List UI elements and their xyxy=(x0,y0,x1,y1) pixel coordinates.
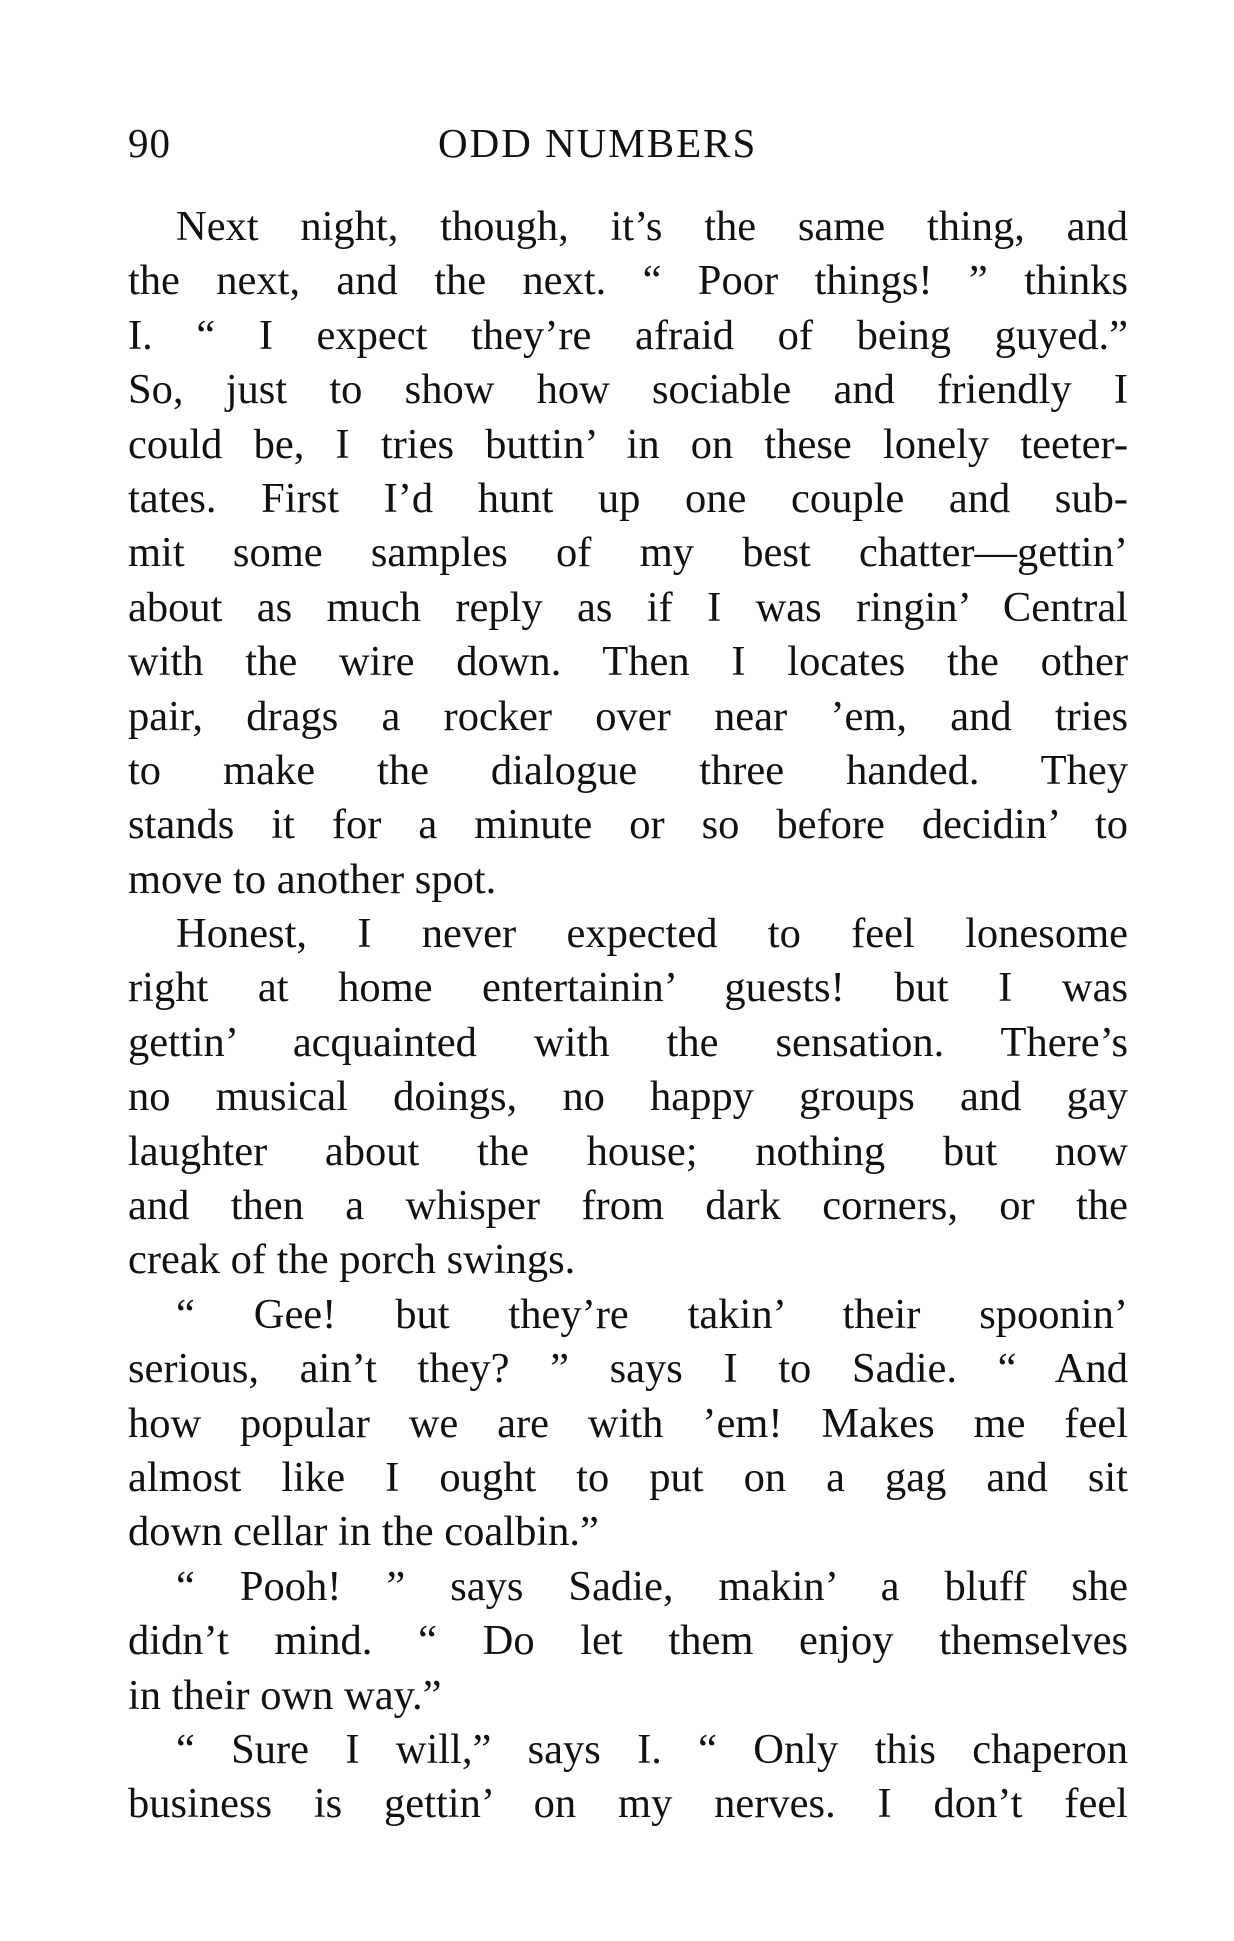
text-line: right at home entertainin’ guests! but I was xyxy=(128,964,1128,1012)
text-line: tates. First I’d hunt up one couple and sub- xyxy=(128,474,1128,522)
running-title: ODD NUMBERS xyxy=(438,120,758,166)
text-line: So, just to show how sociable and friendly I xyxy=(128,366,1128,414)
text-line: business is gettin’ on my nerves. I don’t feel xyxy=(128,1780,1128,1828)
text-line: laughter about the house; nothing but now xyxy=(128,1127,1128,1175)
body-text xyxy=(128,200,1128,1832)
text-line: to make the dialogue three handed. They xyxy=(128,746,1128,794)
text-line: gettin’ acquainted with the sensation. There’s xyxy=(128,1018,1128,1066)
text-line: serious, ain’t they? ” says I to Sadie. “ And xyxy=(128,1345,1128,1393)
text-line: pair, drags a rocker over near ’em, and tries xyxy=(128,692,1128,740)
text-line: didn’t mind. “ Do let them enjoy themselves xyxy=(128,1617,1128,1665)
text-line: “ Sure I will,” says I. “ Only this chaperon xyxy=(176,1725,1128,1773)
text-line: with the wire down. Then I locates the other xyxy=(128,638,1128,686)
text-line: Next night, though, it’s the same thing, and xyxy=(176,203,1128,250)
text-line: and then a whisper from dark corners, or the xyxy=(128,1182,1128,1230)
page-number: 90 xyxy=(128,120,171,166)
text-line: about as much reply as if I was ringin’ Central xyxy=(128,583,1128,631)
text-line: no musical doings, no happy groups and gay xyxy=(128,1073,1128,1121)
running-head xyxy=(128,118,1128,168)
text-line: I. “ I expect they’re afraid of being guyed.” xyxy=(128,311,1128,359)
text-line: down cellar in the coalbin.” xyxy=(128,1508,599,1556)
text-line: mit some samples of my best chatter—gettin’ xyxy=(128,529,1128,577)
text-line: how popular we are with ’em! Makes me feel xyxy=(128,1399,1128,1447)
text-line: the next, and the next. “ Poor things! ” thinks xyxy=(128,257,1128,305)
text-line: Honest, I never expected to feel lonesome xyxy=(176,910,1128,958)
text-line: “ Gee! but they’re takin’ their spoonin’ xyxy=(176,1290,1128,1338)
text-line: stands it for a minute or so before decidin’ to xyxy=(128,801,1128,849)
text-line: almost like I ought to put on a gag and sit xyxy=(128,1453,1128,1501)
text-line: “ Pooh! ” says Sadie, makin’ a bluff she xyxy=(176,1562,1128,1610)
text-line: could be, I tries buttin’ in on these lonely teeter- xyxy=(128,420,1128,468)
text-line: creak of the porch swings. xyxy=(128,1236,576,1284)
text-line: in their own way.” xyxy=(128,1671,442,1719)
text-line: move to another spot. xyxy=(128,855,497,903)
